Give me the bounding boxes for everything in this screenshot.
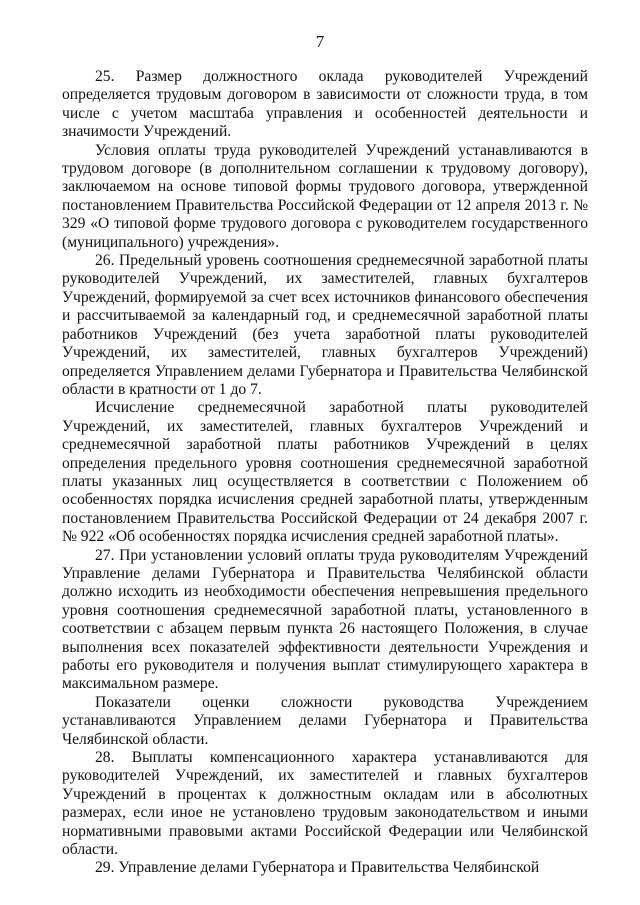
paragraph-26-calculation: Исчисление среднемесячной заработной платы руководителей Учреждений, их заместителей, главных бухгалтеров Учреждений и среднемесячной заработной платы работников Учреждений в целях определения предельного уровня соотношения среднемесячной заработной платы указанных лиц осуществляется в соответствии с Положением об особенностях порядка исчисления средней заработной платы, утвержденным постановлением Правительства Российской Федерации от 24 декабря 2007 г. № 922 «Об особенностях порядка исчисления средней заработной платы». — [62, 399, 588, 546]
paragraph-28: 28. Выплаты компенсационного характера устанавливаются для руководителей Учреждений, их заместителей и главных бухгалтеров Учреждений в процентах к должностным окладам или в абсолютных размерах, если иное не установлено трудовым законодательством и иными нормативными правовыми актами Российской Федерации или Челябинской области. — [62, 749, 588, 859]
paragraph-26: 26. Предельный уровень соотношения среднемесячной заработной платы руководителей Учреждений, их заместителей, главных бухгалтеров Учреждений, формируемой за счет всех источников финансового обеспечения и рассчитываемой за календарный год, и среднемесячной заработной платы работников Учреждений (без учета заработной платы руководителей Учреждений, их заместителей, главных бухгалтеров Учреждений) определяется Управлением делами Губернатора и Правительства Челябинской области в кратности от 1 до 7. — [62, 252, 588, 398]
paragraph-27: 27. При установлении условий оплаты труда руководителям Учреждений Управление делами Губернатора и Правительства Челябинской области должно исходить из необходимости обеспечения непревышения предельного уровня соотношения среднемесячной заработной платы, установленного в соответствии с абзацем первым пункта 26 настоящего Положения, в случае выполнения всех показателей эффективности деятельности Учреждения и работы его руководителя и получения выплат стимулирующего характера в максимальном размере. — [62, 546, 588, 693]
page-number: 7 — [315, 32, 325, 51]
paragraph-29: 29. Управление делами Губернатора и Правительства Челябинской — [95, 859, 540, 877]
paragraph-25-conditions: Условия оплаты труда руководителей Учреждений устанавливаются в трудовом договоре (в дополнительном соглашении к трудовому договору), заключаемом на основе типовой формы трудового договора, утвержденной постановлением Правительства Российской Федерации от 12 апреля 2013 г. № 329 «О типовой форме трудового договора с руководителем государственного (муниципального) учреждения». — [62, 141, 588, 251]
paragraph-25: 25. Размер должностного оклада руководителей Учреждений определяется трудовым договором в зависимости от сложности труда, в том числе с учетом масштаба управления и особенностей деятельности и значимости Учреждений. — [62, 68, 588, 141]
document-body — [62, 68, 588, 878]
paragraph-27-indicators: Показатели оценки сложности руководства Учреждением устанавливаются Управлением делами Губернатора и Правительства Челябинской области. — [62, 693, 588, 748]
